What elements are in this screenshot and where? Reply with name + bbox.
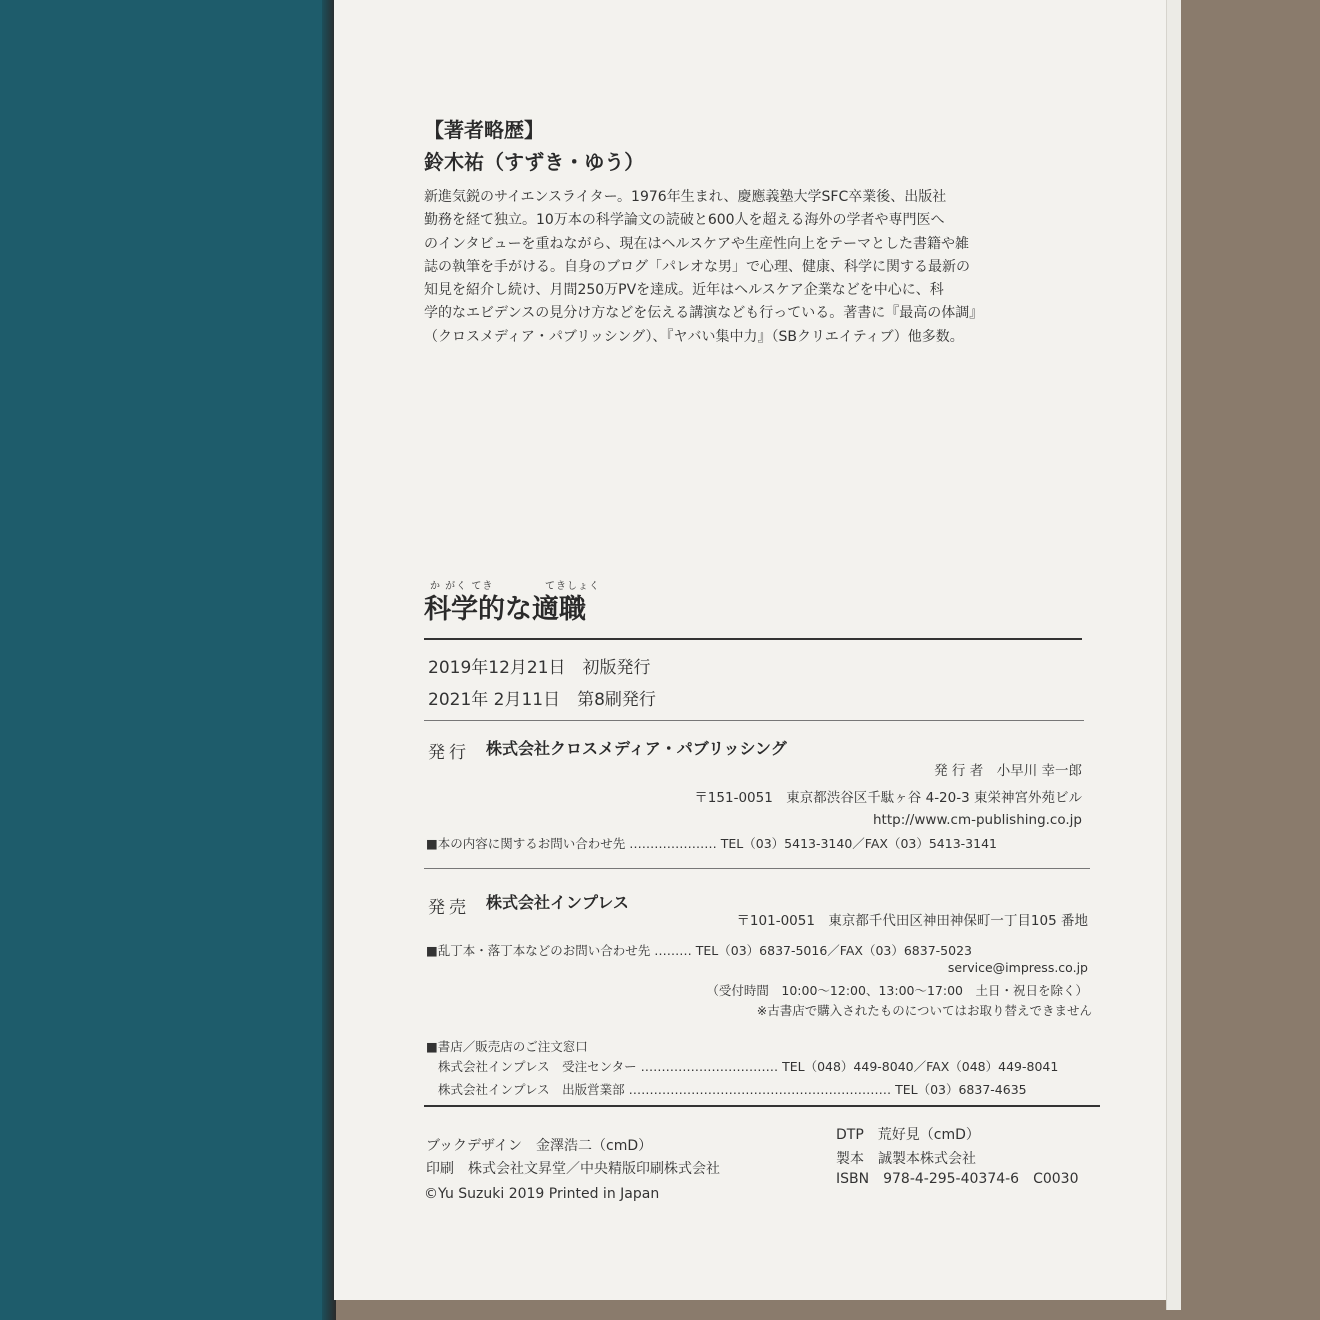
bio-line: のインタビューを重ねながら、現在はヘルスケアや生産性向上をテーマとした書籍や雑: [424, 235, 970, 252]
sales-department: 株式会社インプレス 出版営業部 ……………………………………………………… TEL（03）6837-4635: [438, 1082, 1027, 1097]
bio-line: 誌の執筆を手がける。自身のブログ「パレオな男」で心理、健康、科学に関する最新の: [424, 258, 970, 275]
divider: [424, 868, 1090, 869]
edition-first: 2019年12月21日 初版発行: [428, 658, 651, 678]
edition-current: 2021年 2月11日 第8刷発行: [428, 690, 656, 710]
divider: [424, 1105, 1100, 1107]
binding-credit: 製本 誠製本株式会社: [836, 1151, 976, 1167]
divider: [424, 720, 1084, 721]
publisher-url: http://www.cm-publishing.co.jp: [873, 812, 1082, 828]
order-heading: ■書店／販売店のご注文窓口: [426, 1039, 588, 1054]
order-center: 株式会社インプレス 受注センター …………………………… TEL（048）449-8040／FAX（048）449-8041: [438, 1059, 1059, 1074]
defect-inquiry: ■乱丁本・落丁本などのお問い合わせ先 ……… TEL（03）6837-5016／FAX（03）6837-5023: [426, 943, 972, 958]
seller-email: service@impress.co.jp: [947, 960, 1088, 975]
bio-line: 知見を紹介し続け、月間250万PVを達成。近年はヘルスケア企業などを中心に、科: [424, 282, 944, 299]
publisher-label: 発行: [428, 743, 470, 763]
bio-line: 勤務を経て独立。10万本の科学論文の読破と600人を超える海外の学者や専門医へ: [424, 212, 945, 229]
bio-line: 新進気鋭のサイエンスライター。1976年生まれ、慶應義塾大学SFC卒業後、出版社: [424, 189, 947, 205]
isbn: ISBN 978-4-295-40374-6 C0030: [836, 1171, 1079, 1187]
seller-name: 株式会社インプレス: [486, 893, 629, 912]
publisher-person: 発 行 者 小早川 幸一郎: [934, 763, 1082, 779]
seller-address: 〒101-0051 東京都千代田区神田神保町一丁目105 番地: [736, 913, 1088, 929]
dtp-credit: DTP 荒好見（cmD）: [836, 1127, 980, 1143]
title-ruby: か がく てき: [430, 581, 494, 592]
publisher-address: 〒151-0051 東京都渋谷区千駄ヶ谷 4-20-3 東栄神宮外苑ビル: [694, 790, 1082, 806]
author-name: 鈴木祐（すずき・ゆう）: [424, 150, 645, 174]
reception-hours: （受付時間 10:00～12:00、13:00～17:00 土日・祝日を除く）: [706, 983, 1088, 998]
used-book-note: ※古書店で購入されたものについてはお取り替えできません: [756, 1003, 1092, 1018]
book-cover: [0, 0, 334, 1320]
content-inquiry: ■本の内容に関するお問い合わせ先 ………………… TEL（03）5413-3140／FAX（03）5413-3141: [426, 836, 997, 851]
publisher-name: 株式会社クロスメディア・パブリッシング: [486, 739, 787, 758]
bio-line: （クロスメディア・パブリッシング）、『ヤバい集中力』（SBクリエイティブ）他多数。: [424, 328, 964, 345]
page-stack-edge: [1166, 0, 1181, 1310]
divider: [424, 638, 1082, 640]
bio-line: 学的なエビデンスの見分け方などを伝える講演なども行っている。著書に『最高の体調』: [424, 305, 984, 322]
copyright: ©Yu Suzuki 2019 Printed in Japan: [424, 1186, 660, 1202]
title-ruby: てきしょく: [545, 581, 600, 592]
printing-credit: 印刷 株式会社文昇堂／中央精版印刷株式会社: [426, 1161, 720, 1177]
seller-label: 発売: [428, 898, 470, 918]
bio-heading: 【著者略歴】: [424, 118, 544, 142]
bio-text: [424, 186, 1084, 349]
book-title: 科学的な適職: [424, 594, 586, 625]
book-design-credit: ブックデザイン 金澤浩二（cmD）: [426, 1138, 653, 1154]
